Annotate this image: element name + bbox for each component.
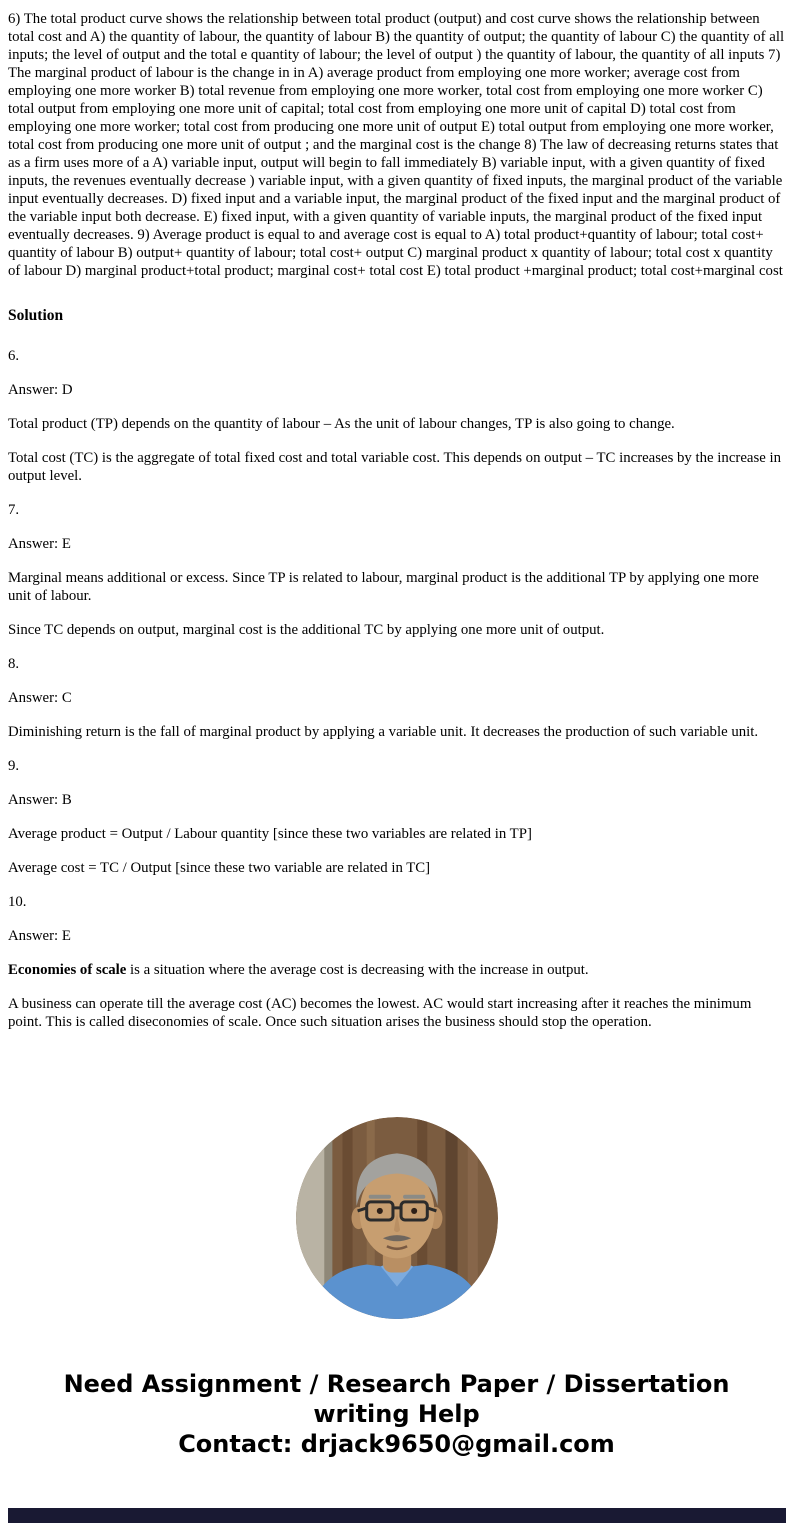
- solution-item-9-paragraph: Average product = Output / Labour quantity [since these two variables are related in TP]: [8, 826, 532, 842]
- solution-item-10-paragraph: A business can operate till the average cost (AC) becomes the lowest. AC would start increasing after it reaches the minimum point. This is called diseconomies of scale. Once such situation arises the business should stop the operation.: [8, 996, 752, 1030]
- solution-item-9-paragraph: Average cost = TC / Output [since these two variable are related in TC]: [8, 860, 431, 876]
- solution-item-8-paragraph: Diminishing return is the fall of marginal product by applying a variable unit. It decreases the production of such variable unit.: [8, 724, 759, 740]
- solution-item-10-number: 10.: [8, 894, 27, 910]
- solution-item-9-answer: Answer: B: [8, 792, 72, 808]
- solution-section: [8, 347, 785, 1031]
- solution-item-8-number: 8.: [8, 656, 20, 672]
- solution-item-6-answer: Answer: D: [8, 382, 73, 398]
- tutor-photo: [296, 1117, 498, 1319]
- solution-item-10-paragraph: [8, 961, 785, 979]
- solution-item-9-number: 9.: [8, 758, 20, 774]
- solution-item-6-paragraph: Total product (TP) depends on the quantity of labour – As the unit of labour changes, TP is also going to change.: [8, 416, 675, 432]
- solution-heading: Solution: [8, 307, 64, 324]
- bold-term-rest: is a situation where the average cost is decreasing with the increase in output.: [126, 962, 589, 978]
- questions-paragraph: 6) The total product curve shows the relationship between total product (output) and cost curve shows the relationship between total cost and A) the quantity of labour, the quantity of labour B) the quantity of output; the quantity of labour C) the quantity of all inputs; the level of output and the total e quantity of labour; the level of output ) the quantity of labour, the quantity of all inputs 7) The marginal product of labour is the change in in A) average product from employing one more worker; average cost from employing one more worker B) total revenue from employing one more worker, total cost from employing one more worker C) total output from employing one more unit of capital; total cost from employing one more unit of capital D) total cost from employing one more worker; total cost from producing one more unit of output E) total output from employing one more worker, total cost from producing one more unit of output ; and the marginal cost is the change 8) The law of decreasing returns states that as a firm uses more of a A) variable input, output will begin to fall immediately B) variable input, with a given quantity of fixed inputs, the revenues eventually decrease ) variable input, with a given quantity of fixed inputs, the marginal product of the variable input eventually decreases. D) fixed input and a variable input, the marginal product of the fixed input and the marginal product of the variable input both decrease. E) fixed input, with a given quantity of variable inputs, the marginal product of the fixed input eventually decreases. 9) Average product is equal to and average cost is equal to A) total product+quantity of labour; total cost+ quantity of labour B) output+ quantity of labour; total cost+ output C) marginal product x quantity of labour; total cost x quantity of labour D) marginal product+total product; marginal cost+ total cost E) total product +marginal product; total cost+marginal cost: [8, 11, 785, 279]
- solution-item-6-number: 6.: [8, 348, 20, 364]
- solution-item-7-number: 7.: [8, 502, 20, 518]
- avatar-container: [8, 1117, 785, 1319]
- bold-term: Economies of scale: [8, 962, 127, 978]
- solution-item-8-answer: Answer: C: [8, 690, 72, 706]
- solution-item-7-paragraph: Since TC depends on output, marginal cost is the additional TC by applying one more unit of output.: [8, 622, 605, 638]
- person-portrait-photo: [296, 1117, 498, 1319]
- solution-item-10-answer: Answer: E: [8, 928, 71, 944]
- footer: [8, 1369, 785, 1459]
- solution-item-7-answer: Answer: E: [8, 536, 71, 552]
- solution-item-7-paragraph: Marginal means additional or excess. Since TP is related to labour, marginal product is the additional TP by applying one more unit of labour.: [8, 570, 759, 604]
- bottom-bar: [8, 1508, 786, 1523]
- footer-contact-text: Contact: drjack9650@gmail.com: [178, 1430, 615, 1458]
- solution-item-6-paragraph: Total cost (TC) is the aggregate of total fixed cost and total variable cost. This depends on output – TC increases by the increase in output level.: [8, 450, 781, 484]
- footer-help-text: Need Assignment / Research Paper / Dissertation writing Help: [63, 1370, 730, 1428]
